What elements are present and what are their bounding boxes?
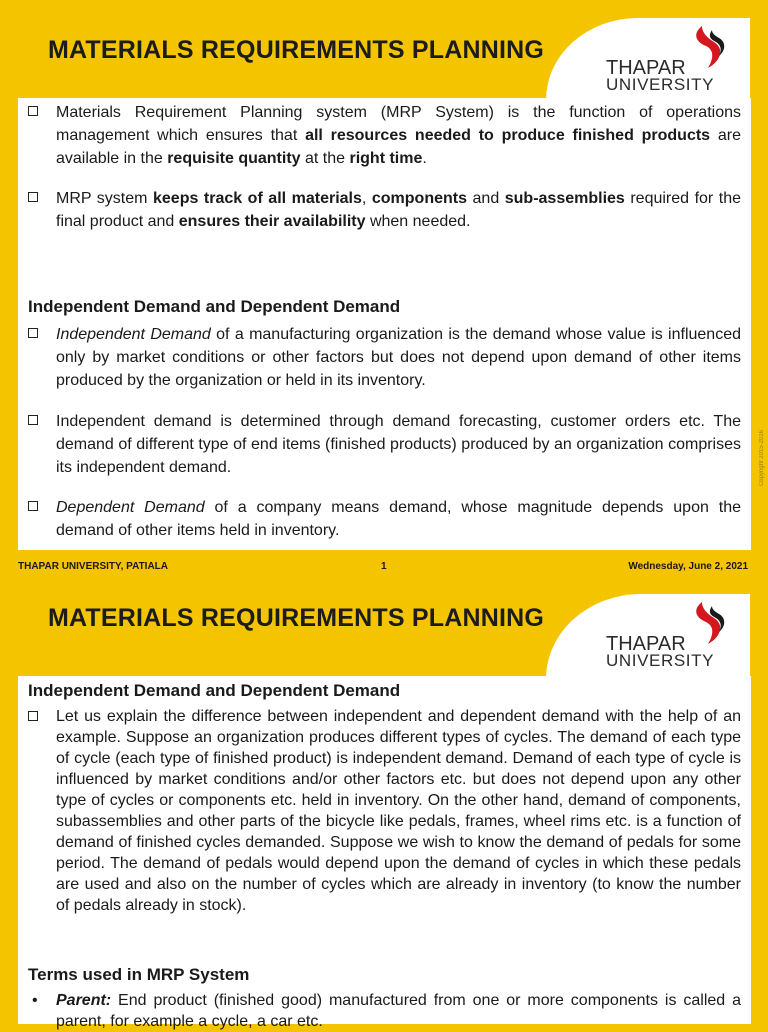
page-number: 1: [381, 561, 387, 572]
logo-text-line1: THAPAR: [606, 633, 686, 655]
bullet-dot-icon: •: [32, 992, 38, 1009]
logo-text-line2: UNIVERSITY: [606, 75, 715, 94]
footer-date: Wednesday, June 2, 2021: [628, 561, 748, 572]
checkbox-bullet-icon: [28, 328, 38, 338]
footer-left: THAPAR UNIVERSITY, PATIALA: [18, 561, 169, 572]
section-heading: Independent Demand and Dependent Demand: [28, 297, 401, 316]
list-item: MRP system keeps track of all materials, components and sub-assemblies required for the final product and ensures their availability when needed.: [28, 187, 741, 233]
list-item: Let us explain the difference between independent and dependent demand with the help of an example. Suppose an organization produces different types of cycles. The demand of each type of cycle (each type of finished product) is independent demand. Demand of each type of cycle is influenced by market conditions and/or other factors etc. but does not depend upon any other type of cycles or components etc. held in inventory. On the other hand, demand of components, subassemblies and other parts of the bicycle like pedals, frames, wheel rims etc. is a function of demand of finished cycles demanded. Suppose we wish to know the demand of pedals for some period. The demand of pedals would depend upon the demand of cycles in which these pedals are used and also on the number of cycles which are already in inventory (to know the number of pedals already in stock).: [28, 706, 741, 916]
checkbox-bullet-icon: [28, 192, 38, 202]
list-item: Independent Demand of a manufacturing organization is the demand whose value is influenced only by market conditions or other factors but does not depend upon demand of other items produced by the organization or held in its inventory.: [28, 323, 741, 392]
list-item: Independent demand is determined through demand forecasting, customer orders etc. The demand of different type of end items (finished products) produced by an organization comprises its independent demand.: [28, 410, 741, 479]
content-panel: [18, 98, 751, 550]
slide-title: MATERIALS REQUIREMENTS PLANNING: [48, 604, 545, 632]
list-item: • Parent: End product (finished good) manufactured from one or more components is called a parent, for example a cycle, a car etc.: [32, 992, 741, 1030]
thapar-logo-mark-icon: [688, 600, 728, 646]
logo-text-line1: THAPAR: [606, 57, 686, 79]
copyright-note: Copyright 2015-2016: [759, 430, 765, 487]
thapar-logo-mark-icon: [688, 24, 728, 70]
list-item: Dependent Demand of a company means demand, whose magnitude depends upon the demand of other items held in inventory.: [28, 496, 741, 542]
checkbox-bullet-icon: [28, 415, 38, 425]
checkbox-bullet-icon: [28, 106, 38, 116]
slide-title: MATERIALS REQUIREMENTS PLANNING: [48, 36, 545, 64]
slide-2: [0, 582, 768, 1030]
list-item: Materials Requirement Planning system (MRP System) is the function of operations management which ensures that all resources needed to produce finished products are available in the requisite quantity at the right time.: [28, 101, 741, 170]
section-heading: Independent Demand and Dependent Demand: [28, 681, 401, 700]
logo-text-line2: UNIVERSITY: [606, 651, 715, 670]
checkbox-bullet-icon: [28, 711, 38, 721]
content-panel: [18, 676, 751, 1030]
terms-heading: Terms used in MRP System: [28, 965, 250, 984]
checkbox-bullet-icon: [28, 501, 38, 511]
